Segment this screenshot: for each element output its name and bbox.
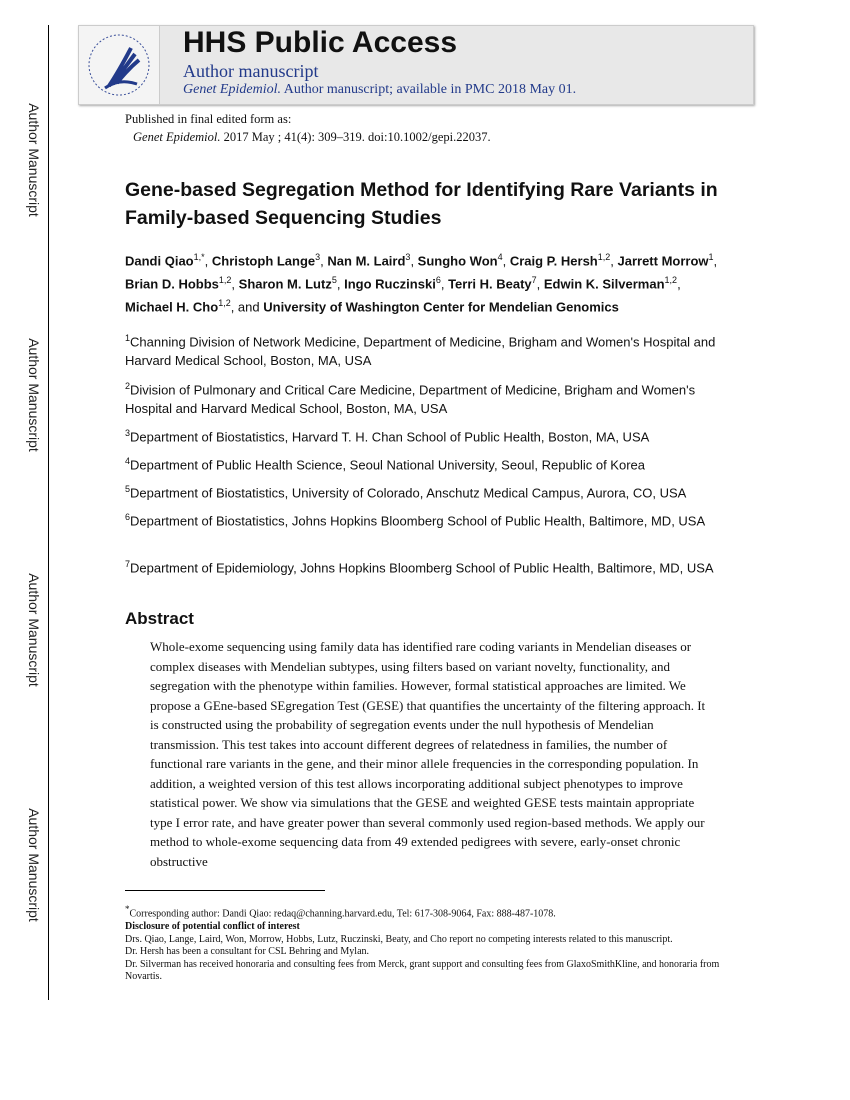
corresponding-author: Corresponding author: Dandi Qiao: redaq@channing.harvard.edu, Tel: 617-308-9064, Fax: 888-487-1078. (129, 908, 556, 920)
footnotes: *Corresponding author: Dandi Qiao: redaq@channing.harvard.edu, Tel: 617-308-9064, Fax: 888-487-1078. Disclosure of potential conflict of interest Drs. Qiao, Lange, Laird, Won, Morrow, Hobbs, Lutz, Ruczinski, Beaty, and Cho report no competing interests related to this manuscript. Dr. Hersh has been a consultant for CSL Behring and Mylan. Dr. Silverman has received honoraria and consulting fees from Merck, grant support and consulting fees from GlaxoSmithKline, and honoraria from Novartis. (125, 903, 725, 984)
author-affiliation-mark: 5 (331, 274, 337, 285)
author-name: Sungho Won (417, 253, 498, 269)
side-label: Author Manuscript (26, 808, 42, 922)
author-name: Michael H. Cho (125, 298, 219, 314)
author-affiliation-mark: 1 (708, 252, 714, 262)
article-title: Gene-based Segregation Method for Identifying Rare Variants in Family-based Sequencing Studies (125, 179, 718, 229)
author-name: Brian D. Hobbs (125, 276, 219, 292)
author-name: Craig P. Hersh (509, 253, 598, 269)
availability: Genet Epidemiol. Author manuscript; available in PMC 2018 May 01. (183, 82, 577, 97)
affiliation: $^5$Department of Biostatistics, University of Colorado, Anschutz Medical Campus, Aurora, CO, USA (125, 484, 687, 501)
abstract-text: Whole-exome sequencing using family data has identified rare coding variants in Mendelian diseases or complex diseases with Mendelian subtypes, using filters based on variant novelty, functionality, and segregation with the phenotype within families. However, formal statistical approaches are limited. We propose a GEne-based SEgregation Test (GESE) that quantifies the uncertainty of the filtering approach. It is constructed using the probability of segregation events under the null hypothesis of Mendelian transmission. This test takes into account different degrees of relatedness in families, the number of functional rare variants in the gene, and their minor allele frequencies in the corresponding population. In addition, a weighted version of this test allows incorporating additional subject phenotypes to improve statistical power. We show via simulations that the GESE and weighted GESE tests maintain appropriate type I error rate, and have greater power than several commonly used region-based methods. We apply our method to whole-exome sequencing data from 49 extended pedigrees with severe, early-onset chronic obstructive (150, 639, 706, 869)
author-affiliation-mark: 3 (315, 252, 321, 262)
disclosure-line: Dr. Hersh has been a consultant for CSL Behring and Mylan. (125, 946, 370, 958)
author-name: Edwin K. Silverman (543, 276, 665, 292)
header-title: HHS Public Access (183, 26, 457, 59)
side-label: Author Manuscript (26, 338, 42, 452)
hhs-logo-icon (79, 26, 160, 104)
abstract-heading: Abstract (125, 609, 194, 628)
margin-rule (48, 25, 49, 1000)
author-name: Christoph Lange (211, 253, 316, 269)
affiliation: $^7$Department of Epidemiology, Johns Hopkins Bloomberg School of Public Health, Baltimore, MD, USA (125, 559, 714, 576)
footnote-rule (125, 890, 325, 891)
side-label: Author Manuscript (26, 103, 42, 217)
author-affiliation-mark: 1,* (193, 252, 205, 262)
author-affiliation-mark: 1,2 (597, 252, 611, 262)
affiliation: $^4$Department of Public Health Science, Seoul National University, Seoul, Republic of Korea (125, 456, 645, 473)
author-name: Nan M. Laird (327, 253, 406, 269)
affiliation: $^2$Division of Pulmonary and Critical Care Medicine, Department of Medicine, Brigham and Women's Hospital and Harvard Medical School, Boston, MA, USA (125, 381, 696, 417)
hhs-header (78, 25, 754, 105)
author-name: Jarrett Morrow (617, 253, 709, 269)
author-affiliation-mark: 1,2 (218, 274, 232, 285)
author-affiliation-mark: 4 (497, 252, 503, 262)
author-affiliation-mark: 3 (405, 252, 411, 262)
author-affiliation-mark: 1,2 (664, 274, 678, 285)
author-name: Terri H. Beaty (448, 276, 532, 292)
author-affiliation-mark: 6 (435, 274, 441, 285)
affiliation: $^3$Department of Biostatistics, Harvard T. H. Chan School of Public Health, Boston, MA, USA (125, 428, 650, 445)
author-name: Ingo Ruczinski (344, 276, 436, 292)
consortium-name: University of Washington Center for Mendelian Genomics (263, 298, 619, 314)
disclosure-line: Drs. Qiao, Lange, Laird, Won, Morrow, Hobbs, Lutz, Ruczinski, Beaty, and Cho report no competing interests related to this manuscript. (125, 933, 673, 945)
author-list: Dandi Qiao$^{1,*}$, Christoph Lange$^3$, Nan M. Laird$^3$, Sungho Won$^4$, Craig P. Hersh$^{1,2}$, Jarrett Morrow$^1$, Brian D. Hobbs$^{1,2}$, Sharon M. Lutz$^5$, Ingo Ruczinski$^6$, Terri H. Beaty$^7$, Edwin K. Silverman$^{1,2}$, Michael H. Cho$^{1,2}$, and University of Washington Center for Mendelian Genomics (125, 252, 718, 314)
disclosure-heading: Disclosure of potential conflict of interest (125, 920, 300, 932)
side-label: Author Manuscript (26, 573, 42, 687)
author-affiliation-mark: 7 (531, 274, 537, 285)
affiliation: $^1$Channing Division of Network Medicine, Department of Medicine, Brigham and Women's Hospital and Harvard Medical School, Boston, MA, USA (125, 333, 716, 369)
author-name: Dandi Qiao (125, 253, 194, 269)
header-subtitle: Author manuscript (183, 61, 319, 81)
published-info: Published in final edited form as: Genet Epidemiol. 2017 May ; 41(4): 309–319. doi:10.1002/gepi.22037. (125, 112, 491, 144)
author-name: Sharon M. Lutz (238, 276, 332, 292)
affiliation: $^6$Department of Biostatistics, Johns Hopkins Bloomberg School of Public Health, Baltimore, MD, USA (125, 512, 706, 529)
author-affiliation-mark: 1,2 (218, 297, 231, 308)
disclosure-line: Dr. Silverman has received honoraria and consulting fees from Merck, grant support and consulting fees from GlaxoSmithKline, and honoraria from Novartis. (125, 958, 720, 983)
